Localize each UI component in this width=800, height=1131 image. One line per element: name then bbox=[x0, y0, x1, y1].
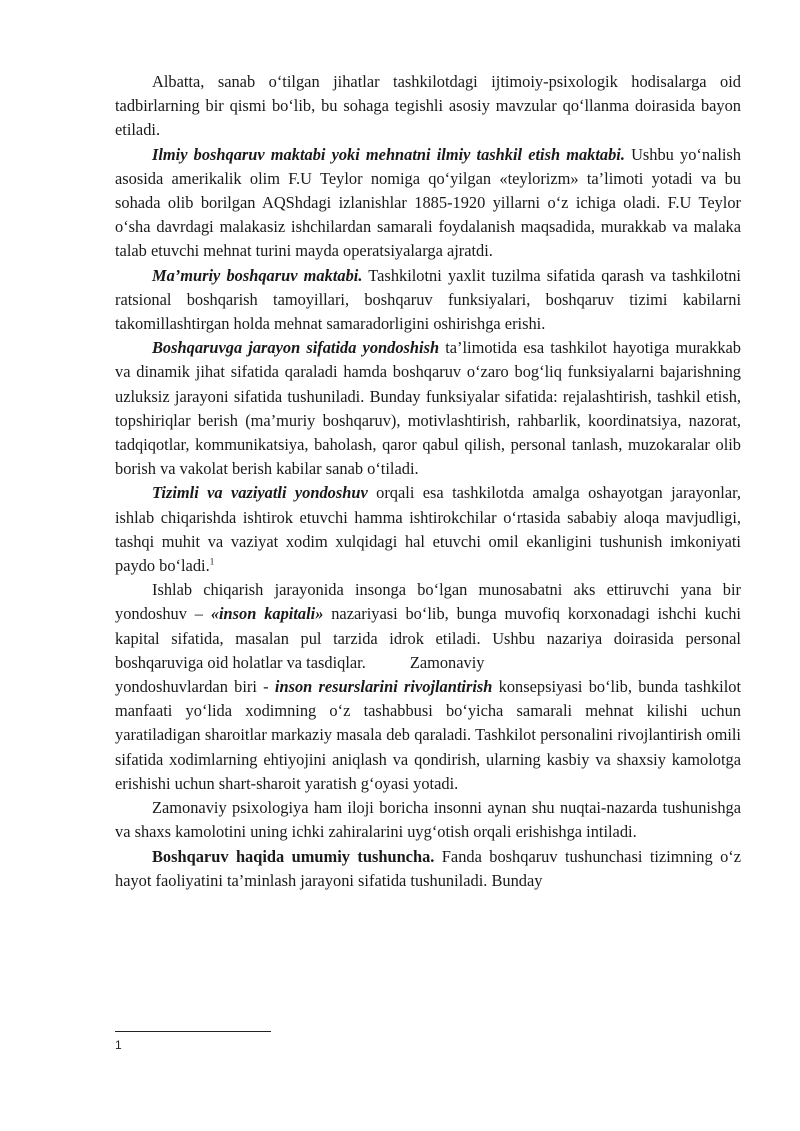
paragraph-human-resources bbox=[115, 675, 741, 796]
section-heading-management-concept: Boshqaruv haqida umumiy tushuncha. bbox=[152, 846, 435, 866]
paragraph-text: orqali esa tashkilotda amalga oshayotgan jarayonlar, ishlab chiqarishda ishtirok etuvchi hamma ishtirokchilar o‘rtasida sababiy aloqa mavjudligi, tashqi muhit va vaziyat xodim xulqidagi hal etuvchi omil ekanligini tushunish imkoniyati paydo bo‘ladi. bbox=[115, 483, 741, 576]
footnote-number: 1 bbox=[115, 1038, 122, 1052]
paragraph-text: yondoshuvlardan biri - bbox=[115, 677, 275, 697]
paragraph-systems-approach bbox=[115, 481, 741, 578]
paragraph-text: Zamonaviy bbox=[409, 652, 485, 672]
term-human-capital: «inson kapitali» bbox=[210, 604, 324, 624]
section-heading-administrative-school: Ma’muriy boshqaruv maktabi. bbox=[152, 265, 363, 285]
section-heading-process-approach: Boshqaruvga jarayon sifatida yondoshish bbox=[152, 338, 440, 358]
paragraph-text: Tashkilotni yaxlit tuzilma sifatida qarash va tashkilotni ratsional boshqarish tamoyillari, boshqaruv funksiyalari, boshqaruv tizimi kabilarni takomillashtirgan holda mehnat samaradorligini oshirishga erishi. bbox=[115, 265, 741, 334]
footnote-reference[interactable]: 1 bbox=[209, 556, 215, 567]
paragraph-human-capital bbox=[115, 578, 741, 675]
paragraph-text: konsepsiyasi bo‘lib, bunda tashkilot manfaati yo‘lida xodimning o‘z tashabbusi bo‘yicha samarali mehnat kilishi uchun yaratiladigan sharoitlar markaziy masala deb qaraladi. Tashkilot personalini rivojlantirish omili sifatida xodimlarning ehtiyojini aniqlash va qondirish, ularning kasbiy va shaxsiy kamolotga erishishi uchun shart-sharoit yaratish g‘oyasi yotadi. bbox=[115, 677, 741, 793]
paragraph-text: Ushbu yo‘nalish asosida amerikalik olim F.U Teylor nomiga qo‘yilgan «teylorizm» ta’limoti yotadi va bu sohada olib borilgan AQShdagi izlanishlar 1885-1920 yillarni o‘z ichiga oladi. F.U Teylor o‘sha davrdagi malakasiz ishchilardan samarali foydalanish maqsadida, murakkab va malaka talab etuvchi mehnat turini mayda operatsiyalarga ajratdi. bbox=[115, 144, 742, 261]
paragraph-text: Albatta, sanab o‘tilgan jihatlar tashkilotdagi ijtimoiy-psixologik hodisalarga oid tadbirlarning bir qismi bo‘lib, bu sohaga tegishli asosiy mavzular qo‘llanma doirasida bayon etiladi. bbox=[115, 72, 741, 140]
paragraph-text: Zamonaviy psixologiya ham iloji boricha insonni aynan shu nuqtai-nazarda tushunishga va shaxs kamolotini uning ichki zahiralarini uyg‘otish orqali erishishga intiladi. bbox=[115, 798, 741, 842]
paragraph-scientific-management bbox=[115, 143, 741, 264]
paragraph-text: Fanda boshqaruv tushunchasi tizimning o‘z hayot faoliyatini ta’minlash jarayoni sifatida tushuniladi. Bunday bbox=[115, 846, 741, 890]
term-human-resources: inson resurslarini rivojlantirish bbox=[274, 677, 493, 697]
paragraph-text: Ishlab chiqarish jarayonida insonga bo‘lgan munosabatni aks ettiruvchi yana bir yondoshuv – bbox=[115, 580, 741, 624]
paragraph-intro bbox=[115, 70, 741, 143]
paragraph-administrative-school bbox=[115, 264, 741, 337]
section-heading-scientific-management: Ilmiy boshqaruv maktabi yoki mehnatni ilmiy tashkil etish maktabi. bbox=[152, 144, 625, 164]
paragraph-text: nazariyasi bo‘lib, bunga muvofiq korxonadagi ishchi kuchi kapital sifatida, masalan pul tarzida idrok etiladi. Ushbu nazariya doirasida personal boshqaruviga oid holatlar va tasdiqlar. bbox=[115, 604, 741, 672]
section-heading-systems-approach: Tizimli va vaziyatli yondoshuv bbox=[152, 483, 368, 503]
footnote-separator bbox=[115, 1031, 271, 1032]
paragraph-management-concept bbox=[115, 845, 741, 893]
paragraph-text: ta’limotida esa tashkilot hayotiga murakkab va dinamik jihat sifatida qaraladi hamda boshqaruv o‘zaro bog‘liq funksiyalarni bajarishning uzluksiz jarayoni sifatida tushuniladi. Bunday funksiyalar sifatida: rejalashtirish, tashkil etish, topshiriqlar berish (ma’muriy boshqaruv), motivlashtirish, rahbarlik, koordinatsiya, nazorat, tadqiqotlar, kommunikatsiya, baholash, qaror qabul qilish, personal tanlash, muzokaralar olib borish va vakolat berish kabilar sanab o‘tiladi. bbox=[115, 338, 741, 479]
paragraph-process-approach bbox=[115, 336, 741, 481]
paragraph-modern-psychology bbox=[115, 796, 741, 844]
document-body bbox=[115, 70, 741, 893]
